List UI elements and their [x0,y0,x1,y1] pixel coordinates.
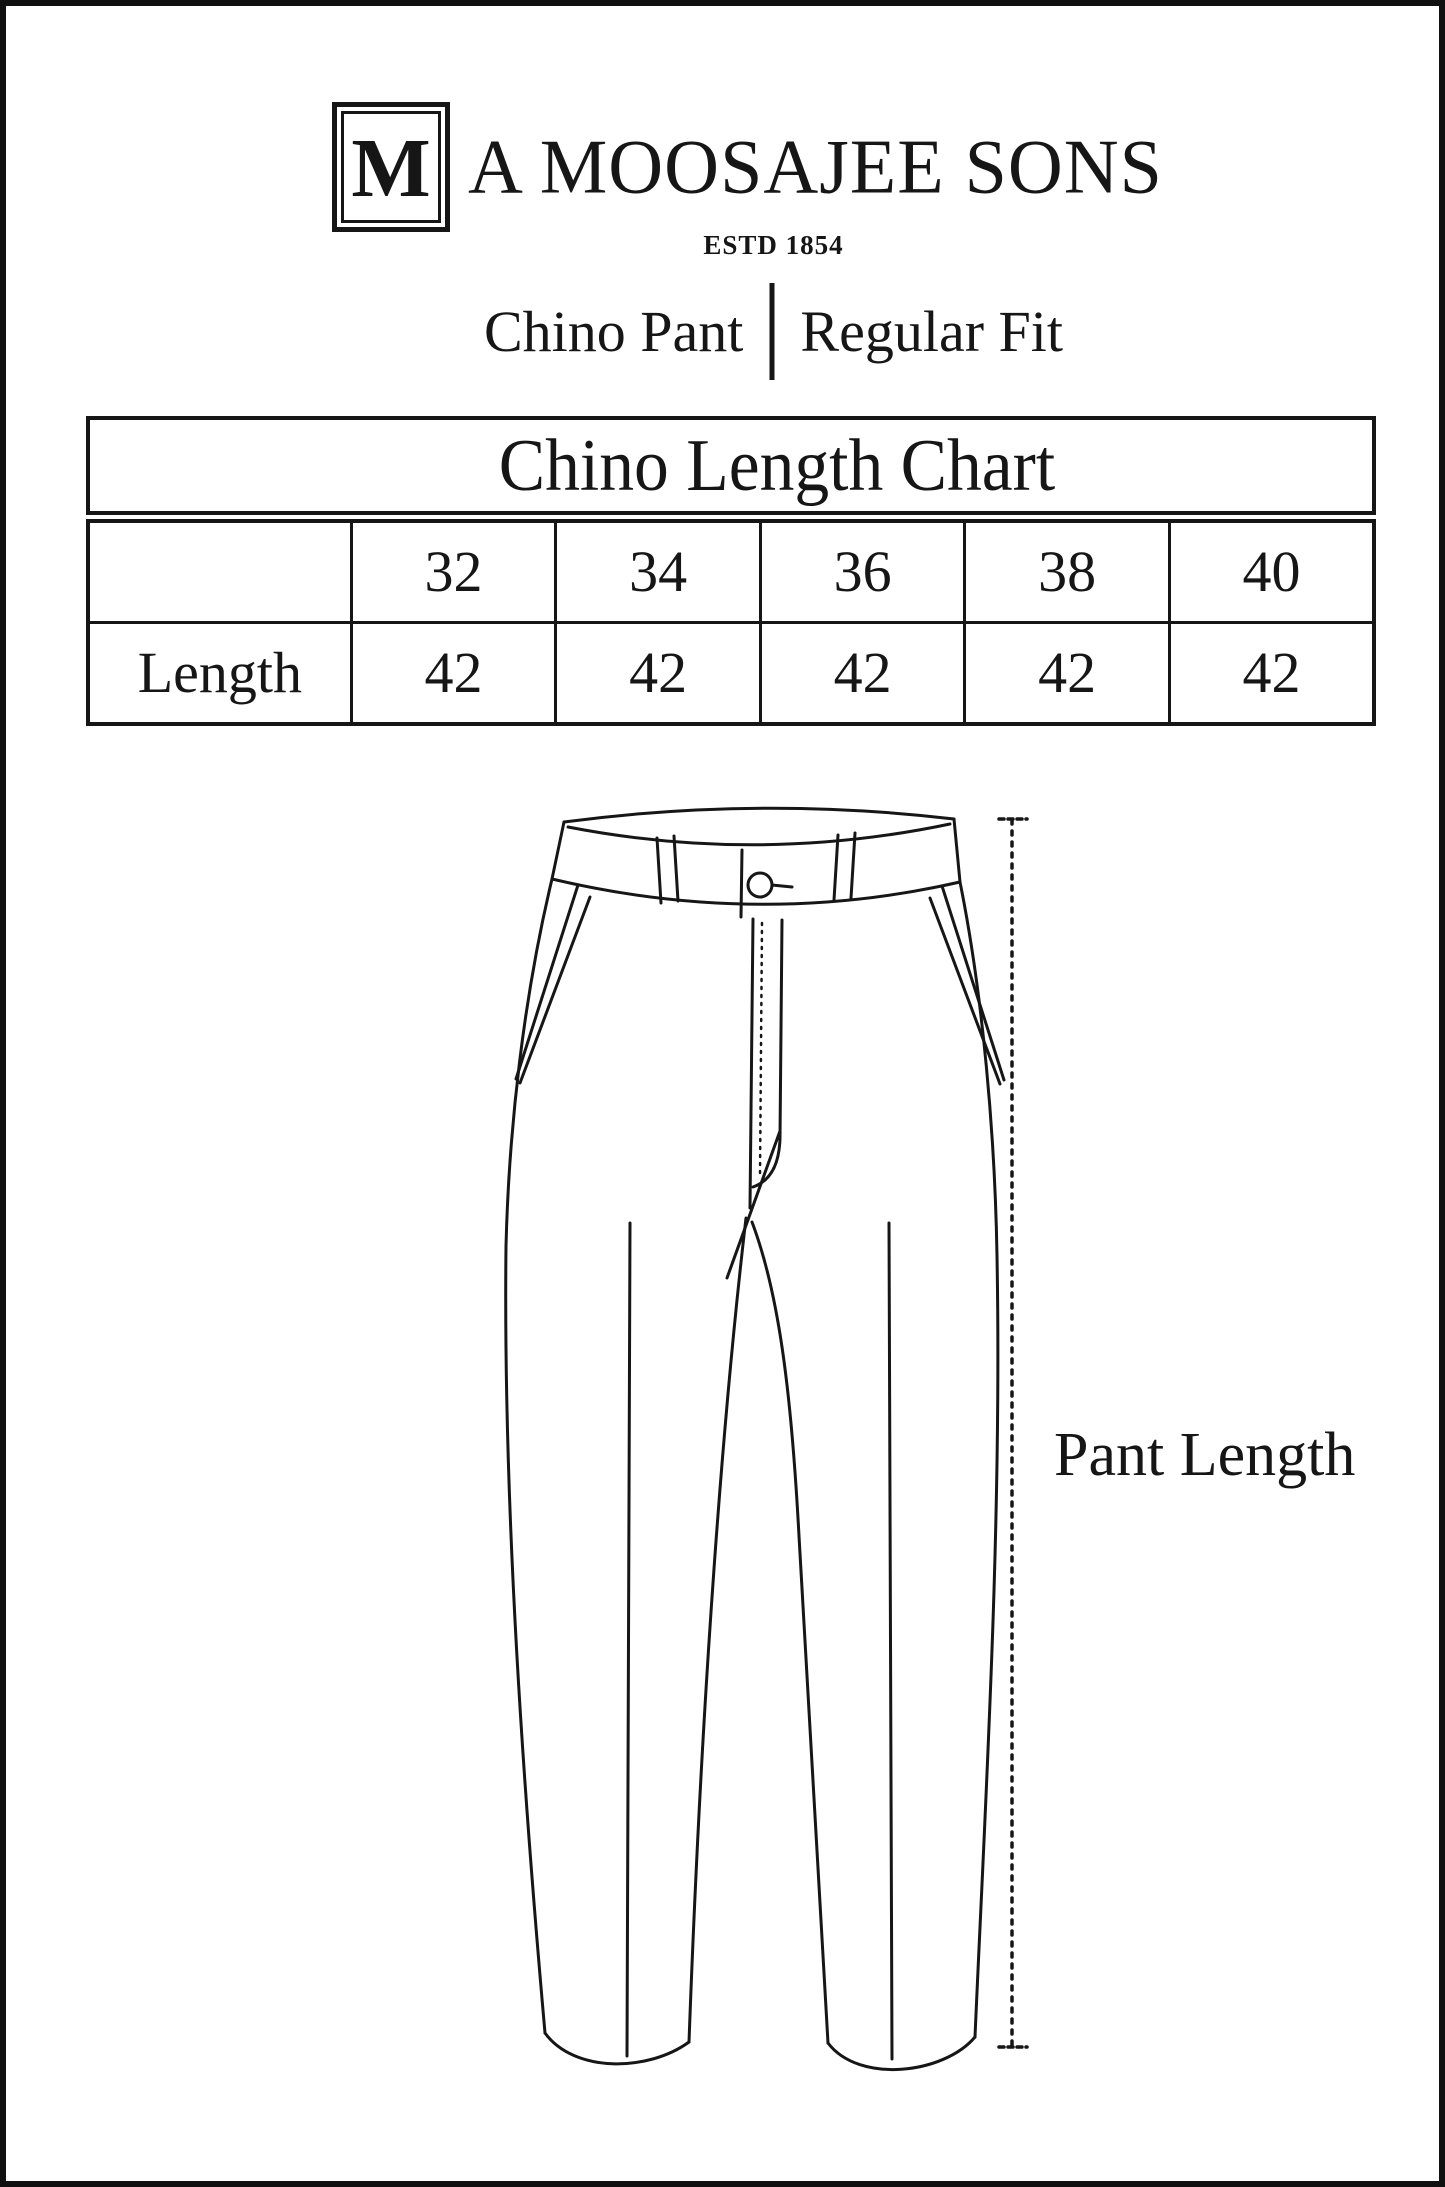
length-cell: 42 [965,623,1170,725]
size-chart [86,416,1376,726]
fly [750,919,782,1208]
brand-logo-frame [341,111,441,223]
product-fit: Regular Fit [800,298,1064,364]
brand-header-inner [332,102,1163,232]
corner-cell [88,521,351,623]
size-cell: 34 [556,521,761,623]
brand-logo-letter: M [351,122,431,215]
size-chart-title-box [86,416,1376,515]
brand-name: A MOOSAJEE SONS [468,124,1163,210]
waist-button [748,873,792,897]
size-cell: 40 [1169,521,1374,623]
brand-header [6,102,1439,232]
side-pockets [516,885,1004,1084]
subtitle-divider [769,283,774,380]
product-subtitle [484,283,1063,380]
crotch-seams [689,1131,828,2043]
hems [545,2033,975,2070]
crease-lines [627,1223,892,2059]
pant-length-label: Pant Length [1054,1421,1356,1489]
size-row [88,521,1374,623]
size-chart-title: Chino Length Chart [498,424,1056,507]
pants-diagram [476,786,1076,2086]
product-name: Chino Pant [483,298,744,364]
waistband [552,808,960,917]
size-cell: 36 [760,521,965,623]
length-cell: 42 [1169,623,1374,725]
length-cell: 42 [760,623,965,725]
length-cell: 42 [351,623,556,725]
pant-length-measure-line [999,819,1027,2047]
length-cell: 42 [556,623,761,725]
brand-logo [332,102,450,232]
established-text: ESTD 1854 [703,230,844,260]
size-cell: 38 [965,521,1170,623]
pants-technical-drawing-svg [476,786,1076,2086]
row-label-cell: Length [88,623,351,725]
length-row [88,623,1374,725]
size-cell: 32 [351,521,556,623]
size-table [86,519,1376,726]
